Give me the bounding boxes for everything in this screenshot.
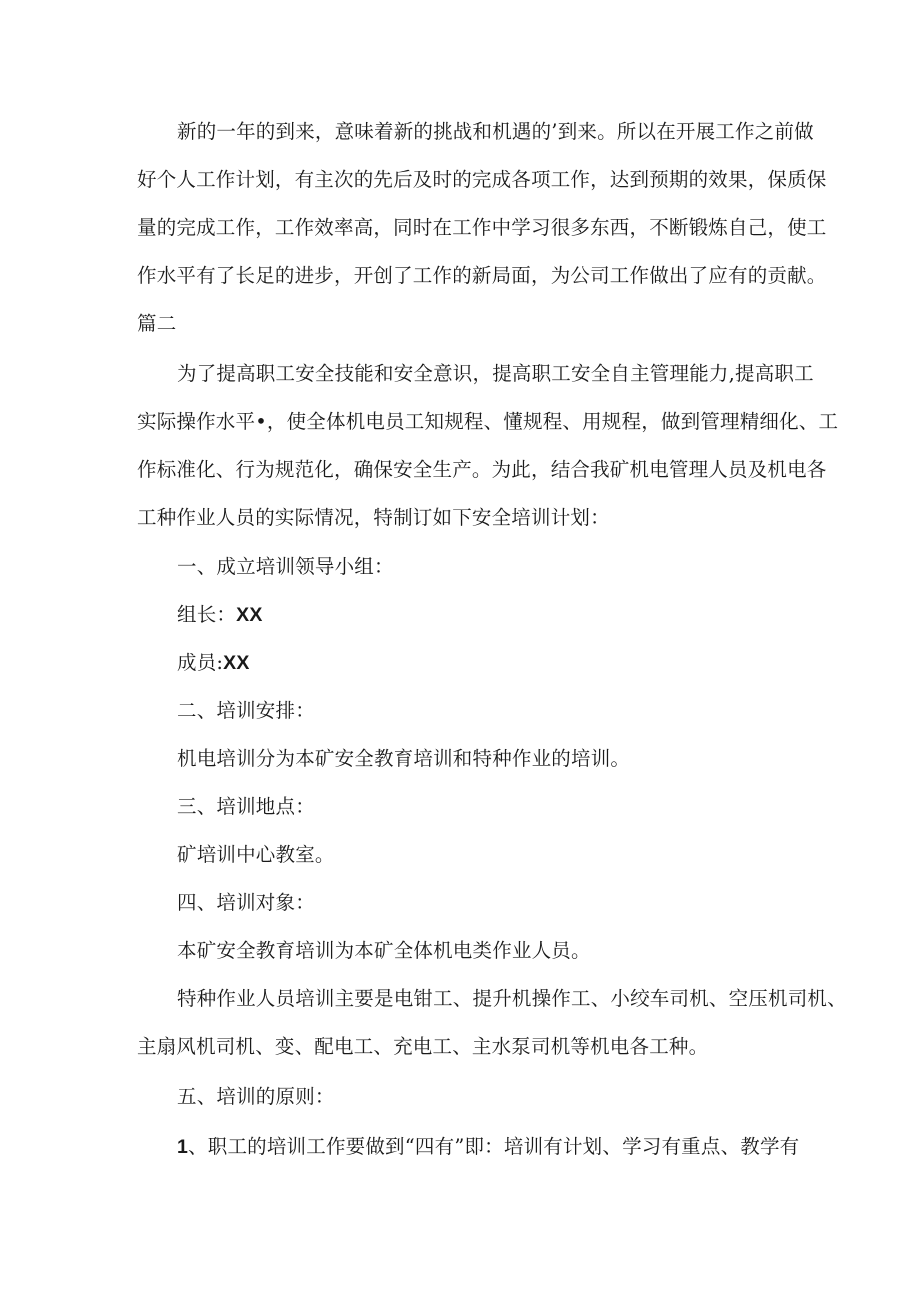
paragraph-line: 主扇风机司机、变、配电工、充电工、主水泵司机等机电各工种。 (137, 1035, 709, 1058)
item-text: 本矿安全教育培训为本矿全体机电类作业人员。 (177, 939, 591, 962)
paragraph-line: 实际操作水平•，使全体机电员工知规程、懂规程、用规程，做到管理精细化、工 (137, 410, 839, 433)
leader-line (177, 601, 263, 629)
leader-value: XX (236, 604, 263, 626)
paragraph-line: 为了提高职工安全技能和安全意识，提高职工安全自主管理能力,提高职工 (177, 362, 814, 385)
item-heading: 五、培训的原则： (177, 1085, 335, 1108)
item-heading: 一、成立培训领导小组： (177, 555, 394, 578)
item-text: 矿培训中心教室。 (177, 843, 335, 866)
member-line (177, 649, 250, 677)
item-heading: 二、培训安排： (177, 699, 315, 722)
principle-number: 1 (177, 1136, 189, 1158)
item-text: 机电培训分为本矿安全教育培训和特种作业的培训。 (177, 747, 631, 770)
item-heading: 三、培训地点： (177, 795, 315, 818)
item-heading: 四、培训对象： (177, 891, 315, 914)
member-label: 成员: (177, 651, 224, 674)
principle-text: 、职工的培训工作要做到“四有”即：培训有计划、学习有重点、教学有 (188, 1135, 800, 1158)
paragraph-line: 量的完成工作，工作效率高，同时在工作中学习很多东西，不断锻炼自己，使工 (137, 216, 827, 239)
member-value: XX (223, 652, 250, 674)
paragraph-line: 新的一年的到来，意味着新的挑战和机遇的’到来。所以在开展工作之前做 (177, 120, 814, 143)
paragraph-line: 特种作业人员培训主要是电钳工、提升机操作工、小绞车司机、空压机司机、 (177, 987, 847, 1010)
principle-line (177, 1133, 799, 1161)
paragraph-line: 工种作业人员的实际情况，特制订如下安全培训计划： (137, 506, 610, 529)
paragraph-line: 作标准化、行为规范化，确保安全生产。为此，结合我矿机电管理人员及机电各 (137, 458, 827, 481)
leader-label: 组长： (177, 603, 237, 626)
paragraph-line: 作水平有了长足的进步，开创了工作的新局面，为公司工作做出了应有的贡献。 (137, 264, 827, 287)
section-heading: 篇二 (137, 312, 177, 335)
paragraph-line: 好个人工作计划，有主次的先后及时的完成各项工作，达到预期的效果，保质保 (137, 168, 827, 191)
